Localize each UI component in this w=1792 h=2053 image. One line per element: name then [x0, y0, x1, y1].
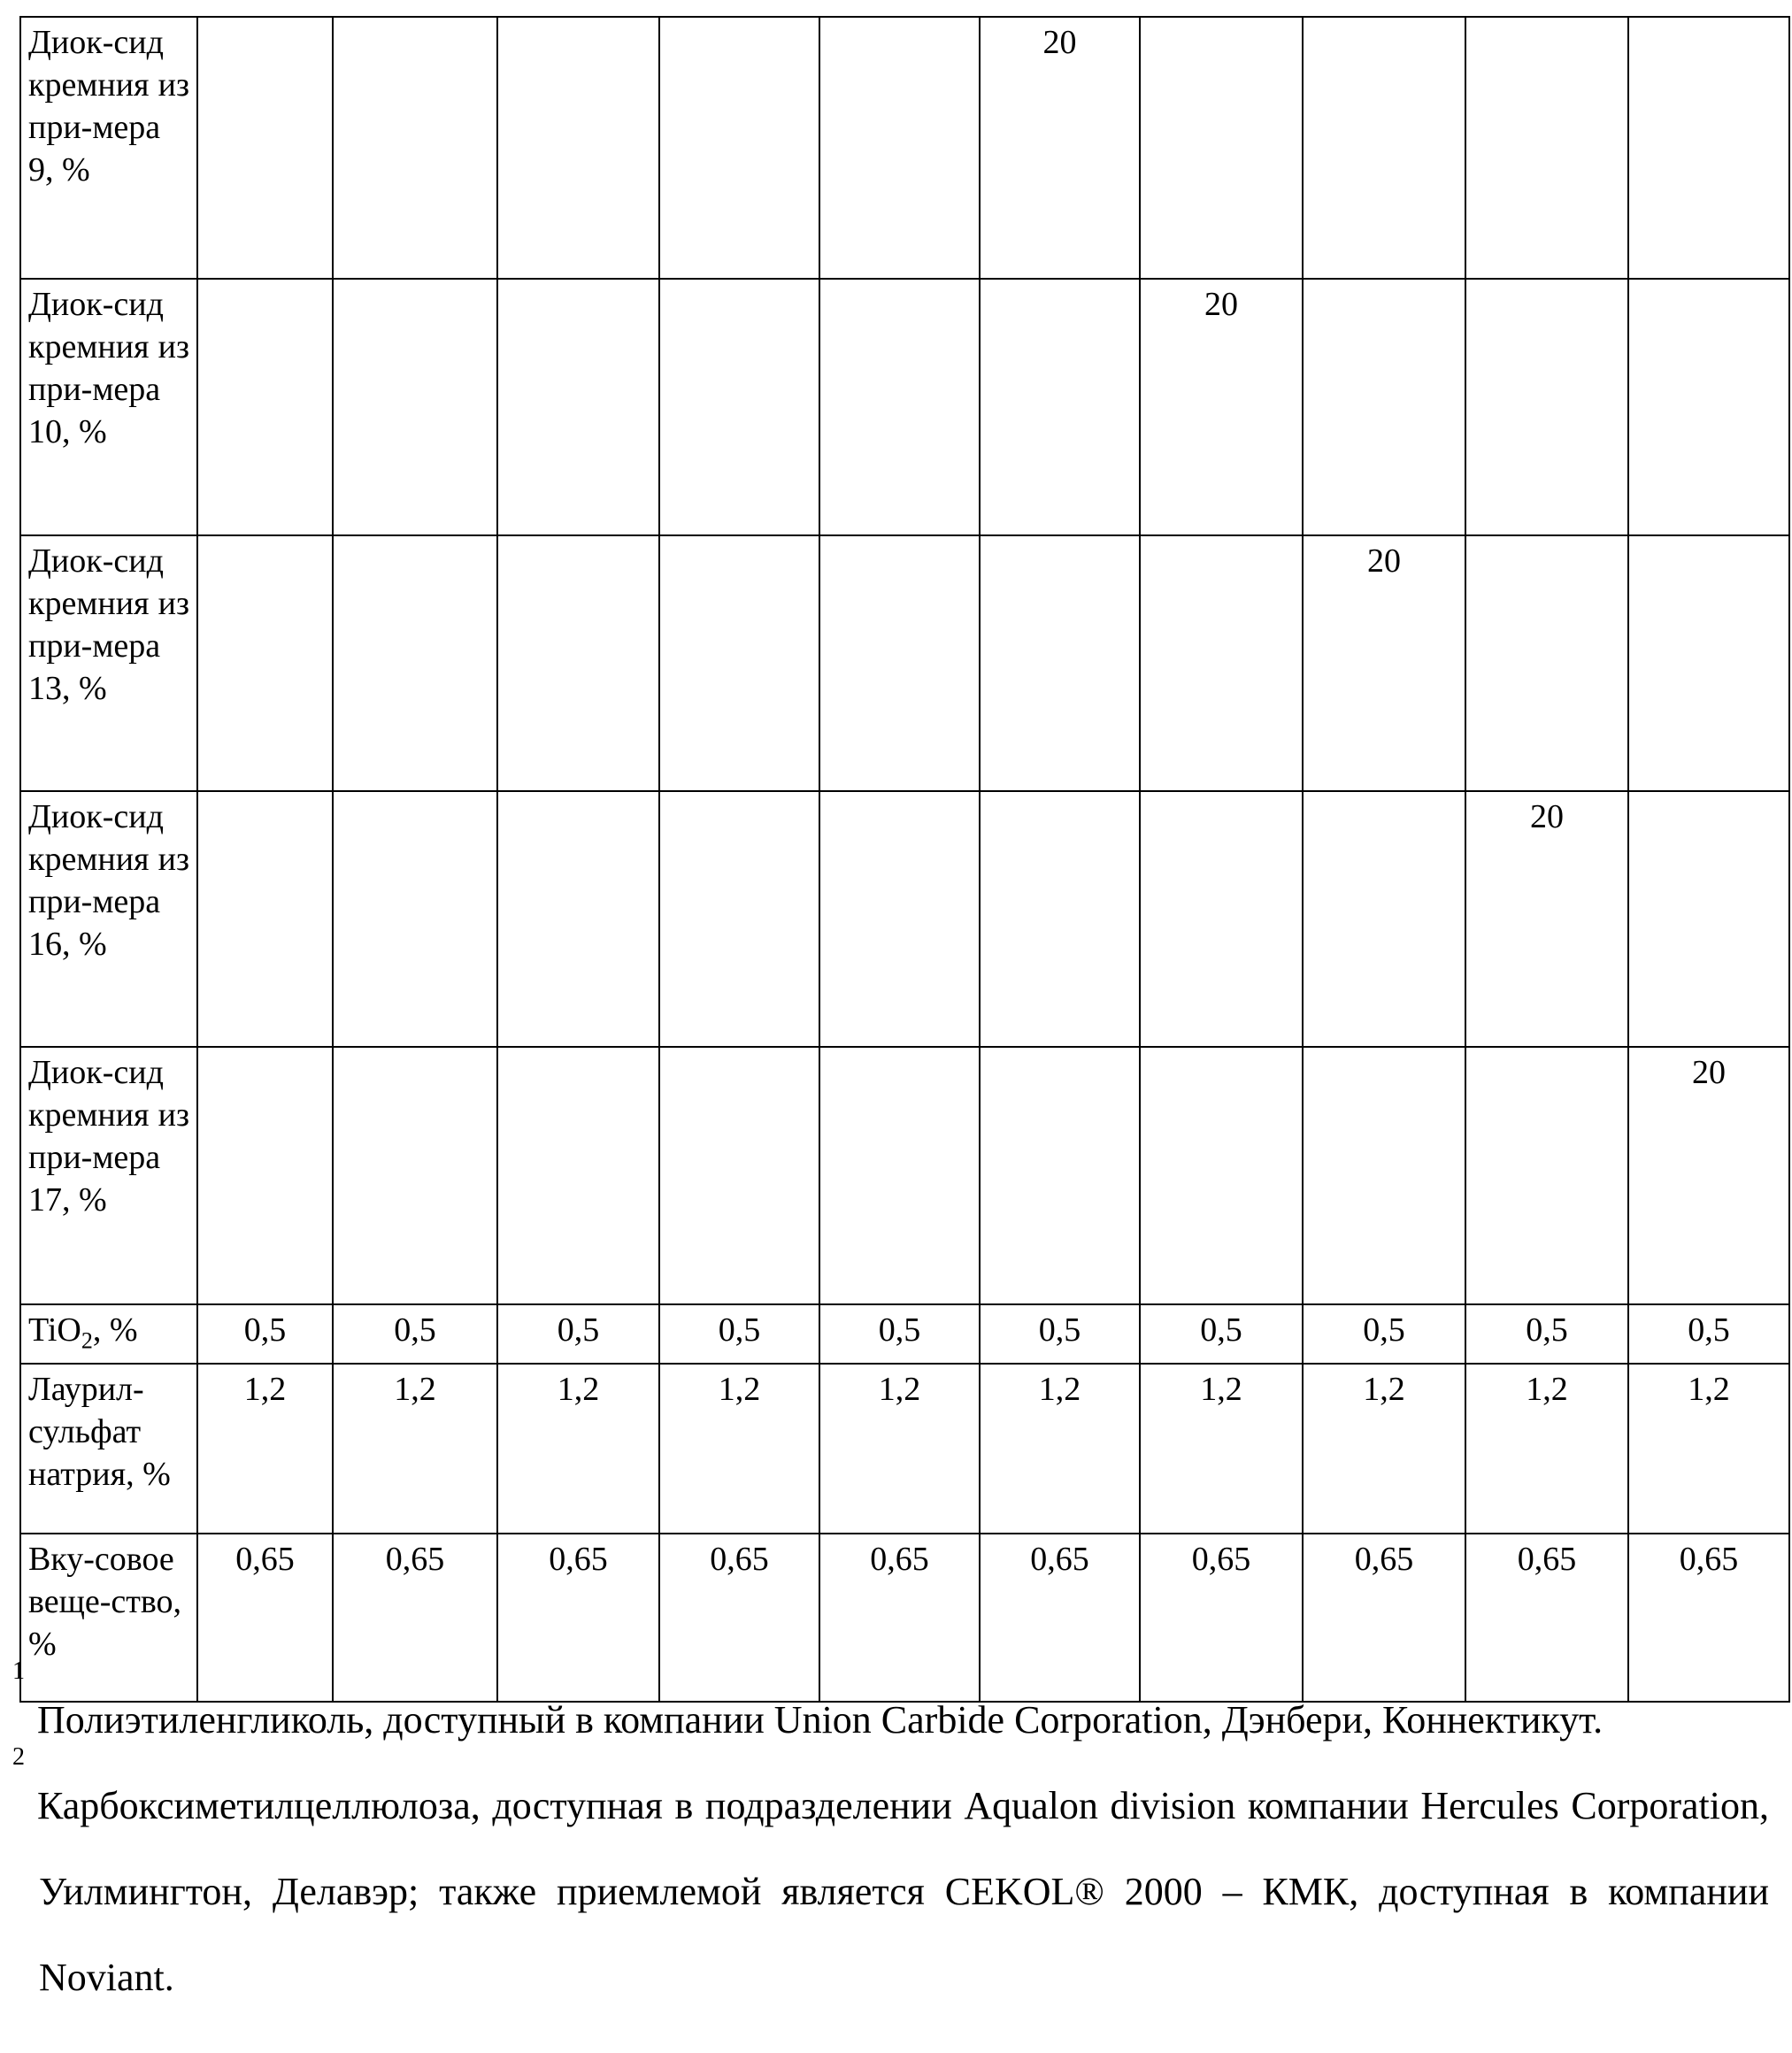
table-cell: 1,2	[659, 1364, 819, 1534]
table-cell: 1,2	[819, 1364, 980, 1534]
footnotes	[39, 1677, 1769, 2020]
table-cell: 0,65	[197, 1534, 333, 1702]
row-label: Лаурил-сульфат натрия, %	[20, 1364, 197, 1534]
table-cell: 0,65	[819, 1534, 980, 1702]
table-cell	[1303, 279, 1465, 535]
table-cell	[1465, 1047, 1628, 1304]
table-cell: 1,2	[1140, 1364, 1303, 1534]
table-cell	[659, 791, 819, 1047]
row-label: Диок-сид кремния из при-мера 17, %	[20, 1047, 197, 1304]
table-cell	[497, 1047, 659, 1304]
table-cell	[819, 279, 980, 535]
table-cell	[197, 279, 333, 535]
table-cell	[659, 279, 819, 535]
table-cell: 20	[1628, 1047, 1789, 1304]
table-cell: 1,2	[980, 1364, 1140, 1534]
table-cell	[980, 535, 1140, 791]
footnote-1	[39, 1677, 1769, 1763]
table-cell: 0,65	[980, 1534, 1140, 1702]
table-cell: 20	[1303, 535, 1465, 791]
table-cell: 0,5	[1303, 1304, 1465, 1364]
table-cell	[197, 1047, 333, 1304]
row-label: Диок-сид кремния из при-мера 9, %	[20, 17, 197, 279]
table-cell: 0,5	[197, 1304, 333, 1364]
table-cell	[1303, 1047, 1465, 1304]
table-cell: 20	[1140, 279, 1303, 535]
table-cell	[497, 279, 659, 535]
table-cell	[1628, 279, 1789, 535]
table-cell: 0,65	[1303, 1534, 1465, 1702]
table-cell	[1303, 17, 1465, 279]
footnote-text: Карбоксиметилцеллюлоза, доступная в подразделении Aqualon division компании Hercules Corporation, Уилмингтон, Делавэр; также приемлемой является CEKOL® 2000 – КМК, доступная в компании Noviant.	[37, 1784, 1769, 1999]
table-cell: 0,65	[659, 1534, 819, 1702]
table-cell	[497, 791, 659, 1047]
table-cell	[197, 791, 333, 1047]
table-cell	[497, 535, 659, 791]
table-cell: 0,65	[1628, 1534, 1789, 1702]
row-label: Вку-совое веще-ство, %	[20, 1534, 197, 1702]
table-cell	[1140, 17, 1303, 279]
table-cell	[659, 535, 819, 791]
table-cell	[980, 1047, 1140, 1304]
table-cell	[819, 17, 980, 279]
table-cell: 0,65	[333, 1534, 497, 1702]
table-cell	[497, 17, 659, 279]
table-cell: 0,65	[1465, 1534, 1628, 1702]
table-cell: 1,2	[333, 1364, 497, 1534]
table-cell	[1140, 535, 1303, 791]
table-cell: 0,65	[1140, 1534, 1303, 1702]
table-cell: 1,2	[1628, 1364, 1789, 1534]
table-cell	[1628, 791, 1789, 1047]
table-cell: 1,2	[1465, 1364, 1628, 1534]
table-cell	[980, 279, 1140, 535]
table-cell	[1140, 1047, 1303, 1304]
table-cell: 20	[1465, 791, 1628, 1047]
table-row	[20, 1304, 1789, 1364]
table-cell: 0,5	[1140, 1304, 1303, 1364]
table-row	[20, 17, 1789, 279]
table-cell: 0,5	[659, 1304, 819, 1364]
footnote-mark: 1	[12, 1657, 25, 1685]
table-cell	[1465, 17, 1628, 279]
table-cell	[197, 535, 333, 791]
table-row	[20, 279, 1789, 535]
table-cell	[333, 535, 497, 791]
table-cell: 1,2	[497, 1364, 659, 1534]
table-cell	[333, 1047, 497, 1304]
row-label: Диок-сид кремния из при-мера 16, %	[20, 791, 197, 1047]
table-cell	[819, 535, 980, 791]
table-cell: 0,5	[819, 1304, 980, 1364]
footnote-text: Полиэтиленгликоль, доступный в компании Union Carbide Corporation, Дэнбери, Коннектикут.	[37, 1698, 1603, 1742]
row-label: TiO2, %	[20, 1304, 197, 1364]
table-cell: 1,2	[1303, 1364, 1465, 1534]
row-label: Диок-сид кремния из при-мера 13, %	[20, 535, 197, 791]
table-cell	[1303, 791, 1465, 1047]
table-cell: 20	[980, 17, 1140, 279]
footnote-2	[39, 1763, 1769, 2020]
table-cell	[333, 279, 497, 535]
table-cell	[819, 791, 980, 1047]
table-cell	[1140, 791, 1303, 1047]
table-cell	[819, 1047, 980, 1304]
table-row	[20, 791, 1789, 1047]
table-cell: 0,5	[980, 1304, 1140, 1364]
table-cell	[1628, 17, 1789, 279]
table-cell	[1465, 279, 1628, 535]
table-cell	[333, 17, 497, 279]
table-cell: 1,2	[197, 1364, 333, 1534]
table-cell	[659, 17, 819, 279]
table-cell: 0,5	[497, 1304, 659, 1364]
table-row	[20, 535, 1789, 791]
table-cell: 0,5	[333, 1304, 497, 1364]
row-label: Диок-сид кремния из при-мера 10, %	[20, 279, 197, 535]
table-cell	[1628, 535, 1789, 791]
composition-table	[19, 16, 1790, 1703]
table-row	[20, 1364, 1789, 1534]
table-cell	[333, 791, 497, 1047]
table-row	[20, 1047, 1789, 1304]
table-cell	[659, 1047, 819, 1304]
table-cell	[197, 17, 333, 279]
table-cell: 0,5	[1628, 1304, 1789, 1364]
table-cell: 0,5	[1465, 1304, 1628, 1364]
table-cell: 0,65	[497, 1534, 659, 1702]
footnote-mark: 2	[12, 1743, 25, 1771]
table-cell	[1465, 535, 1628, 791]
table-cell	[980, 791, 1140, 1047]
